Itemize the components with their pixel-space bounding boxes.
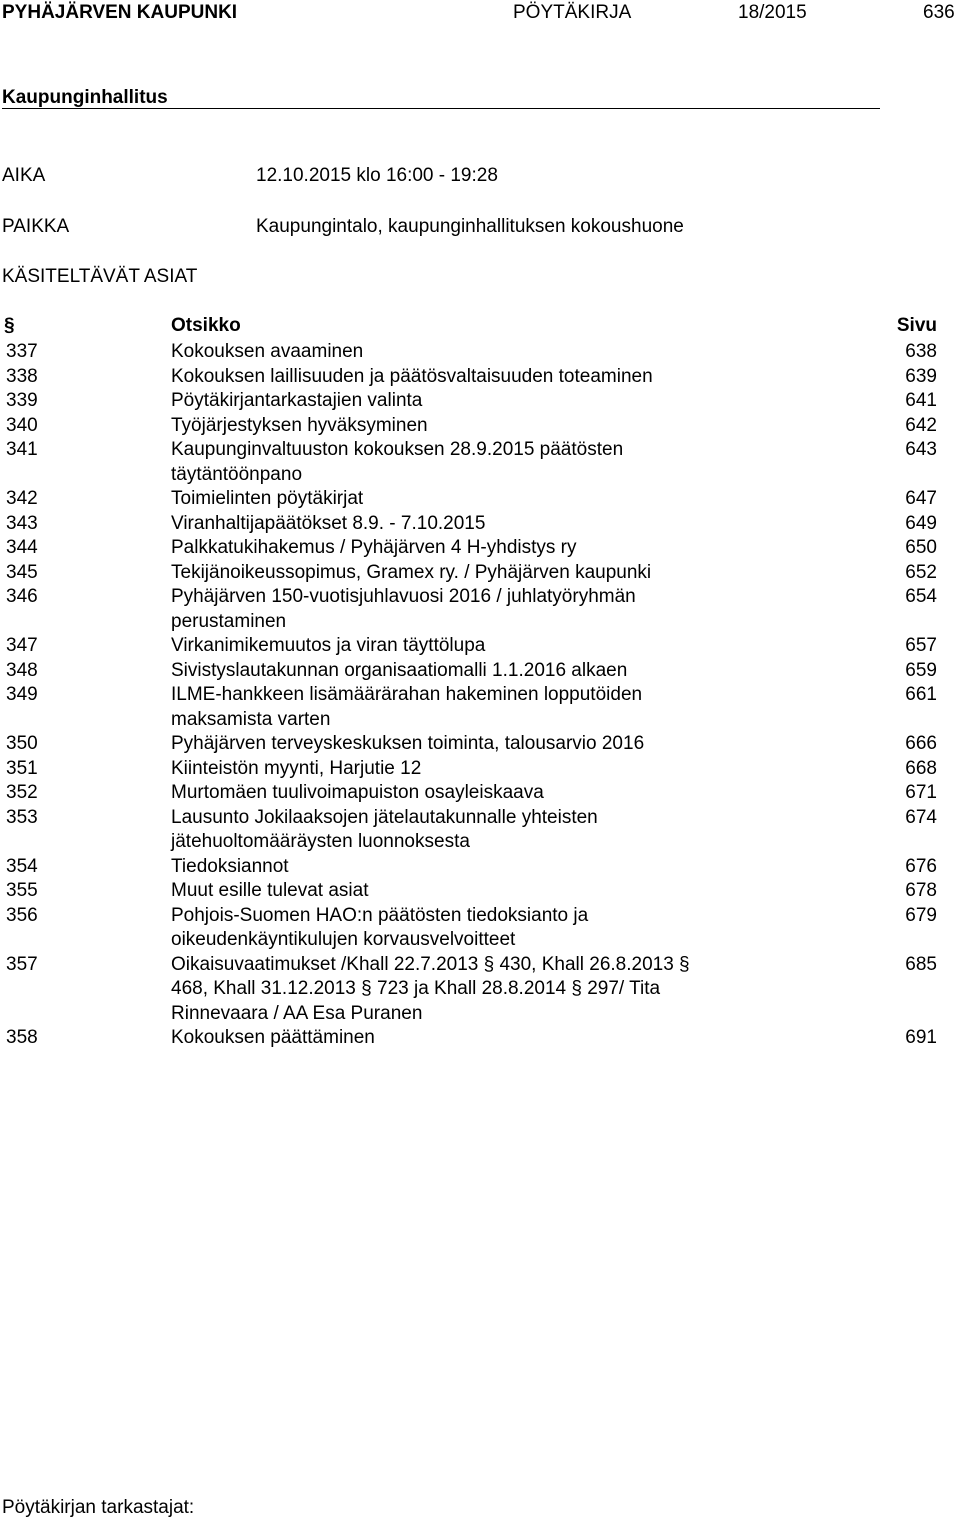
title-column-header: Otsikko (171, 315, 241, 336)
agenda-item-page: 685 (905, 953, 937, 975)
agenda-item-page: 679 (905, 904, 937, 926)
section-number: 357 (6, 953, 38, 975)
agenda-table-header (0, 315, 960, 340)
section-number: 349 (6, 684, 38, 705)
agenda-item-page: 674 (905, 806, 937, 828)
section-number: 356 (6, 904, 38, 926)
agenda-row (0, 806, 960, 855)
agenda-item-title: Murtomäen tuulivoimapuiston osayleiskaava (171, 782, 544, 803)
agenda-item-page: 666 (905, 733, 937, 754)
section-number: 343 (6, 512, 38, 534)
agenda-item-page: 661 (905, 684, 937, 705)
section-number: 355 (6, 880, 38, 901)
agenda-item-title: Tekijänoikeussopimus, Gramex ry. / Pyhäjärven kaupunki (171, 561, 652, 583)
agenda-item-title: Muut esille tulevat asiat (171, 880, 369, 901)
agenda-item-title: Kokouksen päättäminen (171, 1027, 375, 1048)
agenda-item-title: Pohjois-Suomen HAO:n päätösten tiedoksianto ja oikeudenkäyntikulujen korvausvelvoitteet (171, 904, 589, 950)
section-number: 352 (6, 782, 38, 803)
agenda-item-title: Pyhäjärven 150-vuotisjuhlavuosi 2016 / juhlatyöryhmän perustaminen (171, 586, 636, 632)
agenda-item-page: 676 (905, 855, 937, 877)
agenda-item-page: 639 (905, 365, 937, 387)
agenda-item-title: Kokouksen avaaminen (171, 341, 364, 362)
agenda-item-title: Työjärjestyksen hyväksyminen (171, 414, 428, 436)
section-number: 337 (6, 341, 38, 362)
agenda-item-title: Sivistyslautakunnan organisaatiomalli 1.1.2016 alkaen (171, 659, 628, 681)
agenda-item-page: 652 (905, 561, 937, 583)
agenda-row (0, 855, 960, 880)
section-number: 354 (6, 855, 38, 877)
agenda-item-title: Pyhäjärven terveyskeskuksen toiminta, talousarvio 2016 (171, 733, 645, 754)
agenda-item-title: Oikaisuvaatimukset /Khall 22.7.2013 § 430, Khall 26.8.2013 § 468, Khall 31.12.2013 § 723 ja Khall 28.8.2014 § 297/ Tita Rinnevaara / AA Esa Puranen (171, 953, 690, 1024)
section-number: 346 (6, 586, 38, 607)
agenda-item-page: 643 (905, 439, 937, 460)
agenda-row (0, 953, 960, 1027)
agenda-item-title: Tiedoksiannot (171, 855, 289, 877)
section-number: 339 (6, 390, 38, 411)
topics-heading: KÄSITELTÄVÄT ASIAT (2, 266, 198, 287)
agenda-item-title: Kokouksen laillisuuden ja päätösvaltaisuuden toteaminen (171, 365, 653, 387)
section-number: 340 (6, 414, 38, 436)
agenda-item-title: Toimielinten pöytäkirjat (171, 488, 364, 509)
agenda-item-page: 650 (905, 537, 937, 558)
agenda-rows (0, 340, 960, 1051)
agenda-row (0, 683, 960, 732)
agenda-row (0, 634, 960, 659)
page-column-header: Sivu (896, 315, 937, 336)
agenda-row (0, 781, 960, 806)
agenda-row (0, 585, 960, 634)
agenda-item-page: 654 (905, 586, 937, 607)
section-number: 351 (6, 757, 38, 779)
section-number: 341 (6, 439, 38, 460)
agenda-item-page: 659 (905, 659, 937, 681)
agenda-row (0, 365, 960, 390)
place-label: PAIKKA (2, 216, 70, 237)
minutes-checkers-label: Pöytäkirjan tarkastajat: (2, 1497, 195, 1518)
agenda-item-page: 668 (905, 757, 937, 779)
agenda-item-page: 678 (905, 880, 937, 901)
agenda-item-page: 642 (905, 414, 937, 436)
agenda-item-page: 638 (905, 341, 937, 362)
title-underline (2, 108, 880, 109)
agenda-item-title: Pöytäkirjantarkastajien valinta (171, 390, 423, 411)
agenda-row (0, 389, 960, 414)
page-number: 636 (923, 2, 955, 23)
agenda-row (0, 1026, 960, 1051)
section-number: 347 (6, 635, 38, 656)
agenda-item-title: Kaupunginvaltuuston kokouksen 28.9.2015 päätösten täytäntöönpano (171, 439, 624, 485)
document-type: PÖYTÄKIRJA (513, 2, 632, 23)
agenda-item-page: 691 (905, 1027, 937, 1048)
agenda-row (0, 757, 960, 782)
agenda-item-title: Kiinteistön myynti, Harjutie 12 (171, 757, 422, 779)
agenda-row (0, 879, 960, 904)
agenda-item-title: Lausunto Jokilaaksojen jätelautakunnalle yhteisten jätehuoltomääräysten luonnoksesta (171, 806, 598, 852)
section-symbol-header: § (4, 315, 15, 336)
agenda-row (0, 732, 960, 757)
agenda-item-title: Viranhaltijapäätökset 8.9. - 7.10.2015 (171, 512, 486, 534)
document-number: 18/2015 (738, 2, 807, 23)
agenda-item-page: 641 (905, 390, 937, 411)
governing-body-name: Kaupunginhallitus (2, 87, 168, 108)
section-number: 342 (6, 488, 38, 509)
agenda-item-title: Virkanimikemuutos ja viran täyttölupa (171, 635, 486, 656)
agenda-row (0, 414, 960, 439)
agenda-row (0, 659, 960, 684)
agenda-item-page: 657 (905, 635, 937, 656)
agenda-item-title: Palkkatukihakemus / Pyhäjärven 4 H-yhdistys ry (171, 537, 577, 558)
place-value: Kaupungintalo, kaupunginhallituksen kokoushuone (256, 216, 684, 237)
time-label: AIKA (2, 165, 46, 186)
agenda-row (0, 904, 960, 953)
section-number: 338 (6, 365, 38, 387)
section-number: 345 (6, 561, 38, 583)
agenda-row (0, 561, 960, 586)
organization-name: PYHÄJÄRVEN KAUPUNKI (2, 2, 238, 23)
agenda-row (0, 487, 960, 512)
agenda-row (0, 536, 960, 561)
section-number: 344 (6, 537, 38, 558)
agenda-item-page: 647 (905, 488, 937, 509)
section-number: 358 (6, 1027, 38, 1048)
agenda-item-page: 671 (905, 782, 937, 803)
section-number: 353 (6, 806, 38, 828)
agenda-row (0, 340, 960, 365)
agenda-item-title: ILME-hankkeen lisämäärärahan hakeminen lopputöiden maksamista varten (171, 684, 643, 730)
time-value: 12.10.2015 klo 16:00 - 19:28 (256, 165, 498, 186)
agenda-item-page: 649 (905, 512, 937, 534)
agenda-row (0, 512, 960, 537)
agenda-table (0, 315, 960, 1051)
section-number: 348 (6, 659, 38, 681)
section-number: 350 (6, 733, 38, 754)
agenda-row (0, 438, 960, 487)
